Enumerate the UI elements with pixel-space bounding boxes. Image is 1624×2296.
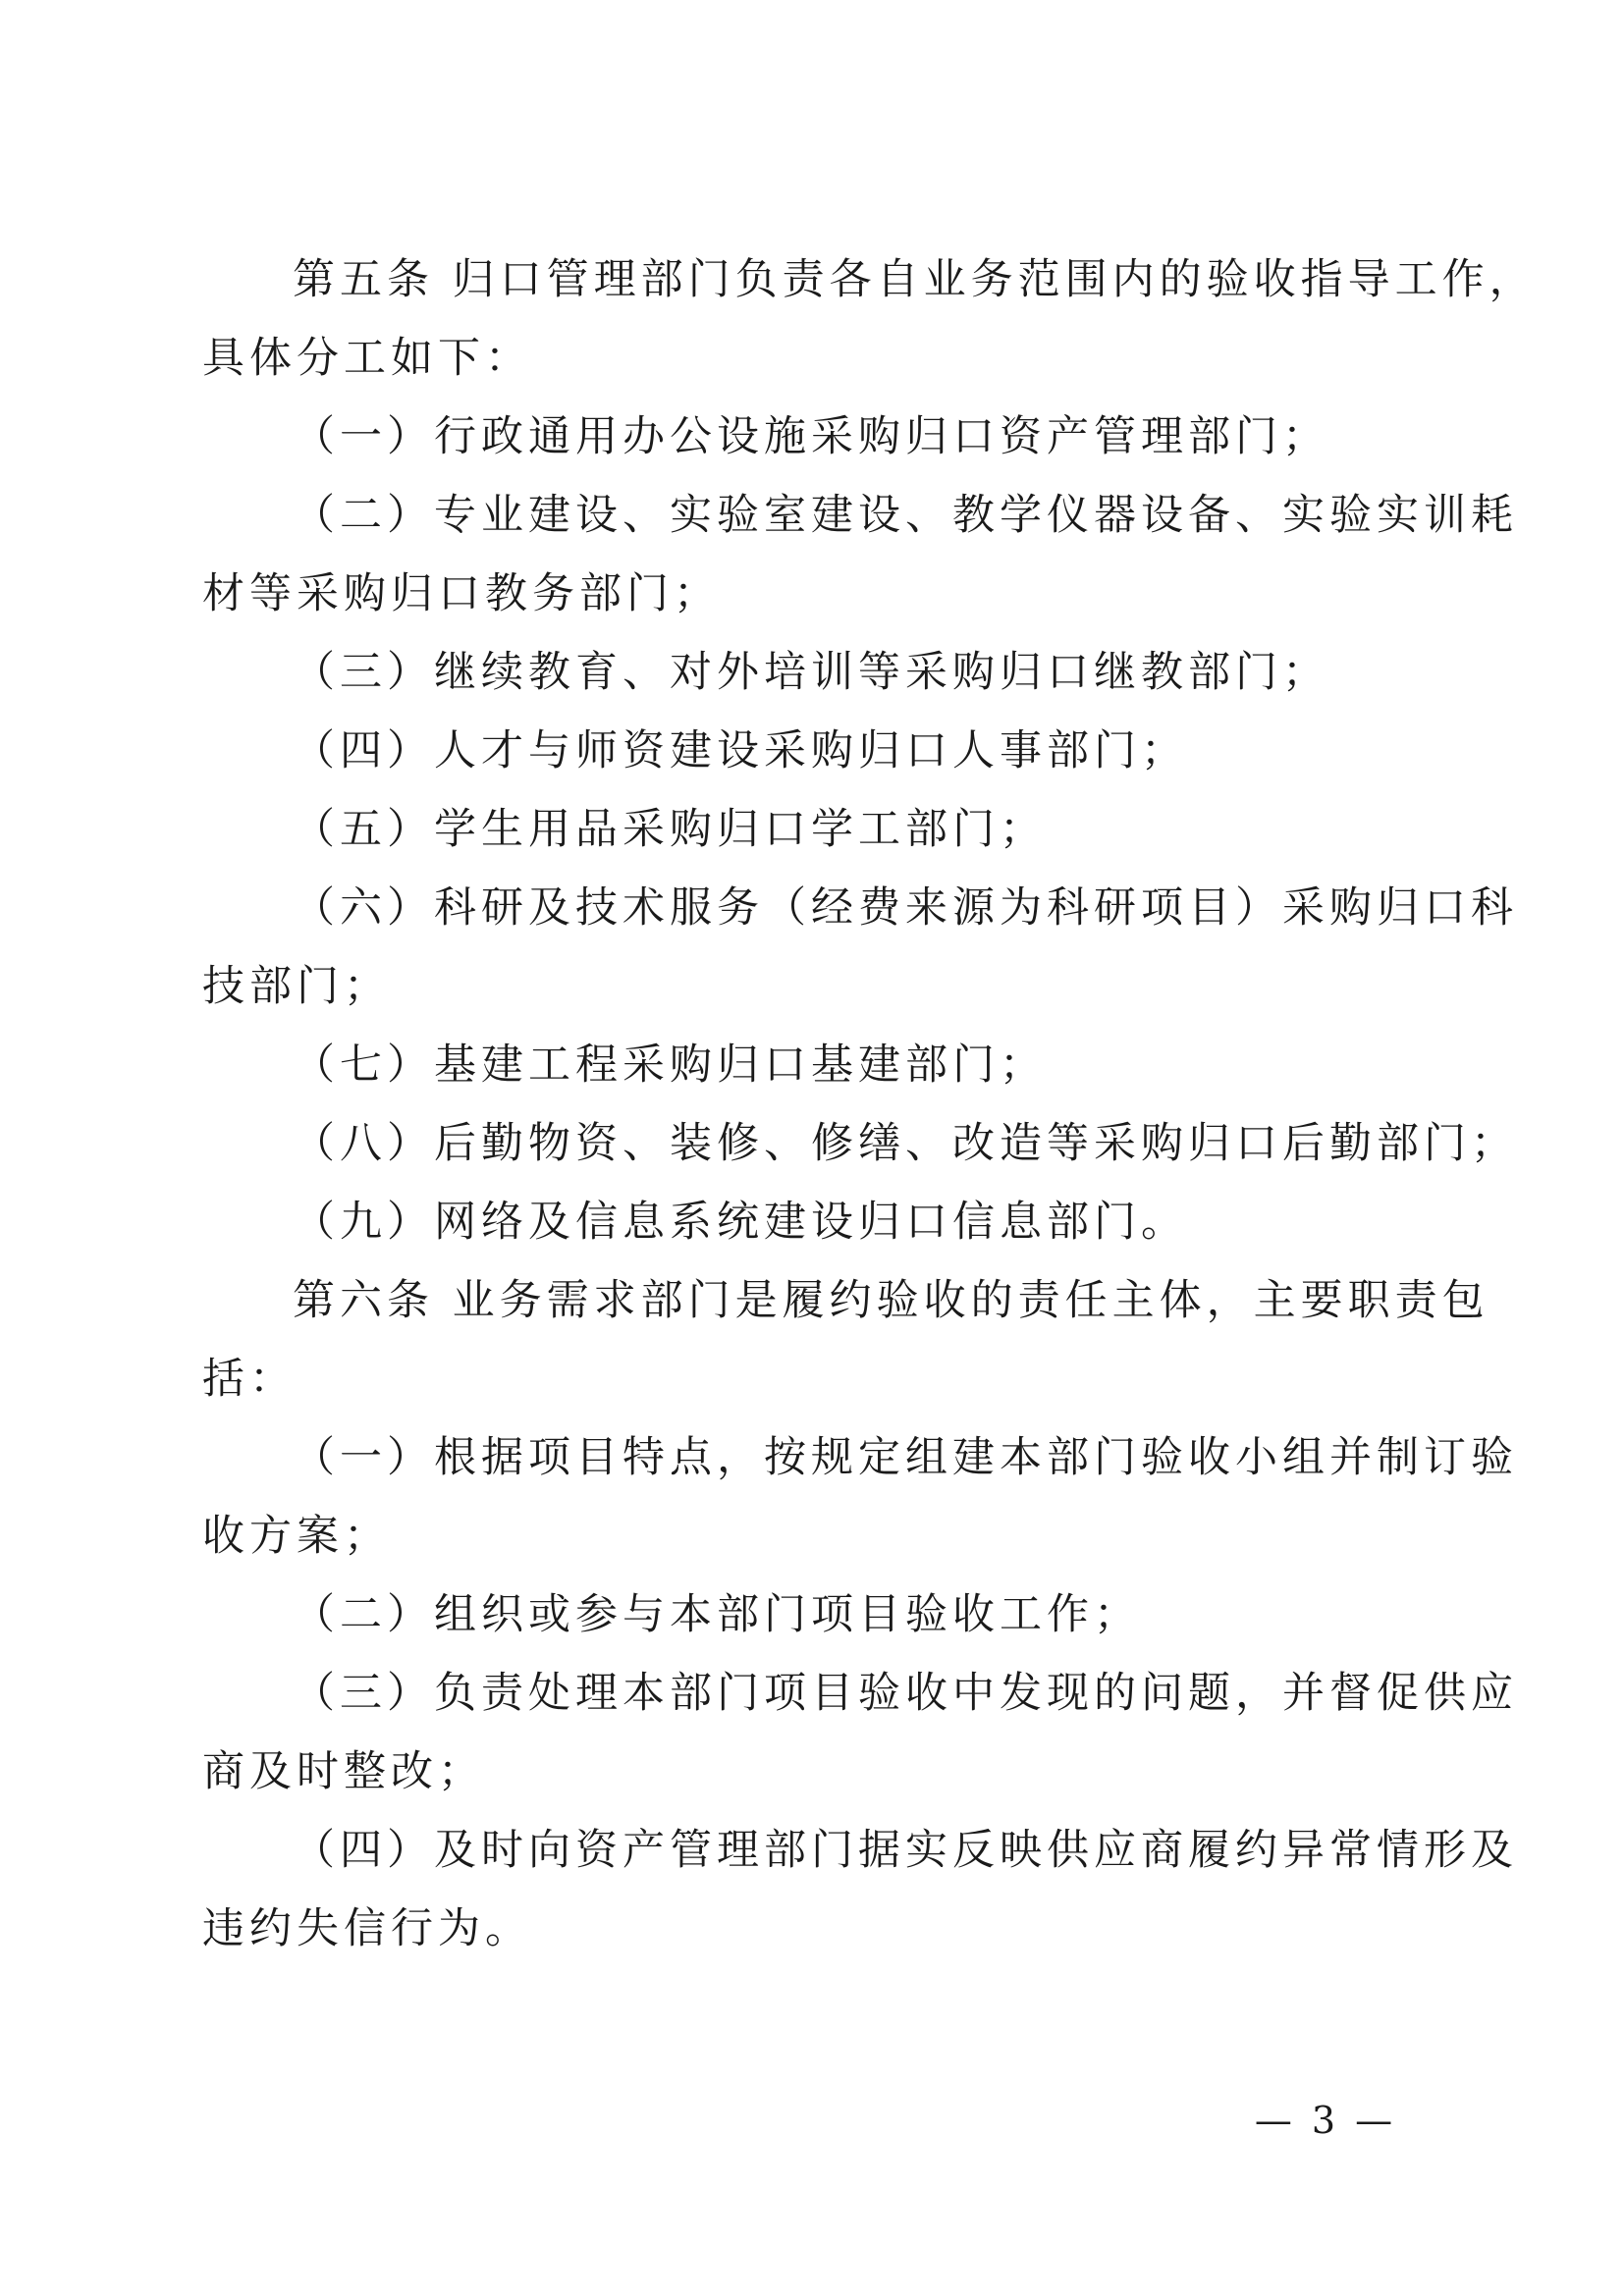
article-6-heading [0, 1261, 1624, 1340]
article-5-item-9 [0, 1183, 1624, 1261]
text-line: 第五条 归口管理部门负责各自业务范围内的验收指导工作， [293, 255, 1537, 304]
article-6-item-1-continuation [0, 1497, 1624, 1575]
text-line: 材等采购归口教务部门； [202, 569, 721, 618]
article-5-item-3 [0, 633, 1624, 712]
article-6-item-4 [0, 1811, 1624, 1890]
text-line: （八）后勤物资、装修、修缮、改造等采购归口后勤部门； [293, 1119, 1518, 1168]
text-line: （二）组织或参与本部门项目验收工作； [293, 1590, 1141, 1639]
article-6-item-4-continuation [0, 1890, 1624, 1968]
text-line: 商及时整改； [202, 1747, 485, 1796]
article-5-item-6-continuation [0, 947, 1624, 1026]
text-line: （一）根据项目特点，按规定组建本部门验收小组并制订验 [293, 1433, 1518, 1482]
article-6-continuation [0, 1340, 1624, 1418]
article-6-item-2 [0, 1575, 1624, 1654]
text-line: 违约失信行为。 [202, 1904, 532, 1953]
article-5-continuation [0, 319, 1624, 398]
article-5-item-4 [0, 712, 1624, 790]
text-line: （四）人才与师资建设采购归口人事部门； [293, 726, 1188, 775]
text-line: 技部门； [202, 962, 391, 1011]
text-line: （九）网络及信息系统建设归口信息部门。 [293, 1198, 1188, 1247]
article-6-item-3-continuation [0, 1733, 1624, 1811]
article-5-item-8 [0, 1104, 1624, 1183]
text-line: （二）专业建设、实验室建设、教学仪器设备、实验实训耗 [293, 491, 1518, 540]
text-line: （七）基建工程采购归口基建部门； [293, 1041, 1047, 1090]
article-5-item-6 [0, 869, 1624, 947]
article-5-item-7 [0, 1026, 1624, 1104]
article-5-item-2 [0, 476, 1624, 555]
text-line: （四）及时向资产管理部门据实反映供应商履约异常情形及 [293, 1826, 1518, 1875]
article-6-item-3 [0, 1654, 1624, 1733]
text-line: （六）科研及技术服务（经费来源为科研项目）采购归口科 [293, 883, 1518, 933]
article-5-item-2-continuation [0, 555, 1624, 633]
article-6-item-1 [0, 1418, 1624, 1497]
article-5-item-5 [0, 790, 1624, 869]
text-line: （五）学生用品采购归口学工部门； [293, 805, 1047, 854]
article-5-item-1 [0, 398, 1624, 476]
page-number: — 3 — [1254, 2099, 1397, 2142]
text-line: 收方案； [202, 1512, 391, 1561]
text-line: （一）行政通用办公设施采购归口资产管理部门； [293, 412, 1329, 461]
text-line: 括： [202, 1355, 297, 1404]
text-line: 第六条 业务需求部门是履约验收的责任主体，主要职责包 [293, 1276, 1489, 1325]
text-line: 具体分工如下： [202, 334, 532, 383]
text-line: （三）继续教育、对外培训等采购归口继教部门； [293, 648, 1329, 697]
text-line: （三）负责处理本部门项目验收中发现的问题，并督促供应 [293, 1669, 1518, 1718]
article-5-heading [0, 240, 1624, 319]
